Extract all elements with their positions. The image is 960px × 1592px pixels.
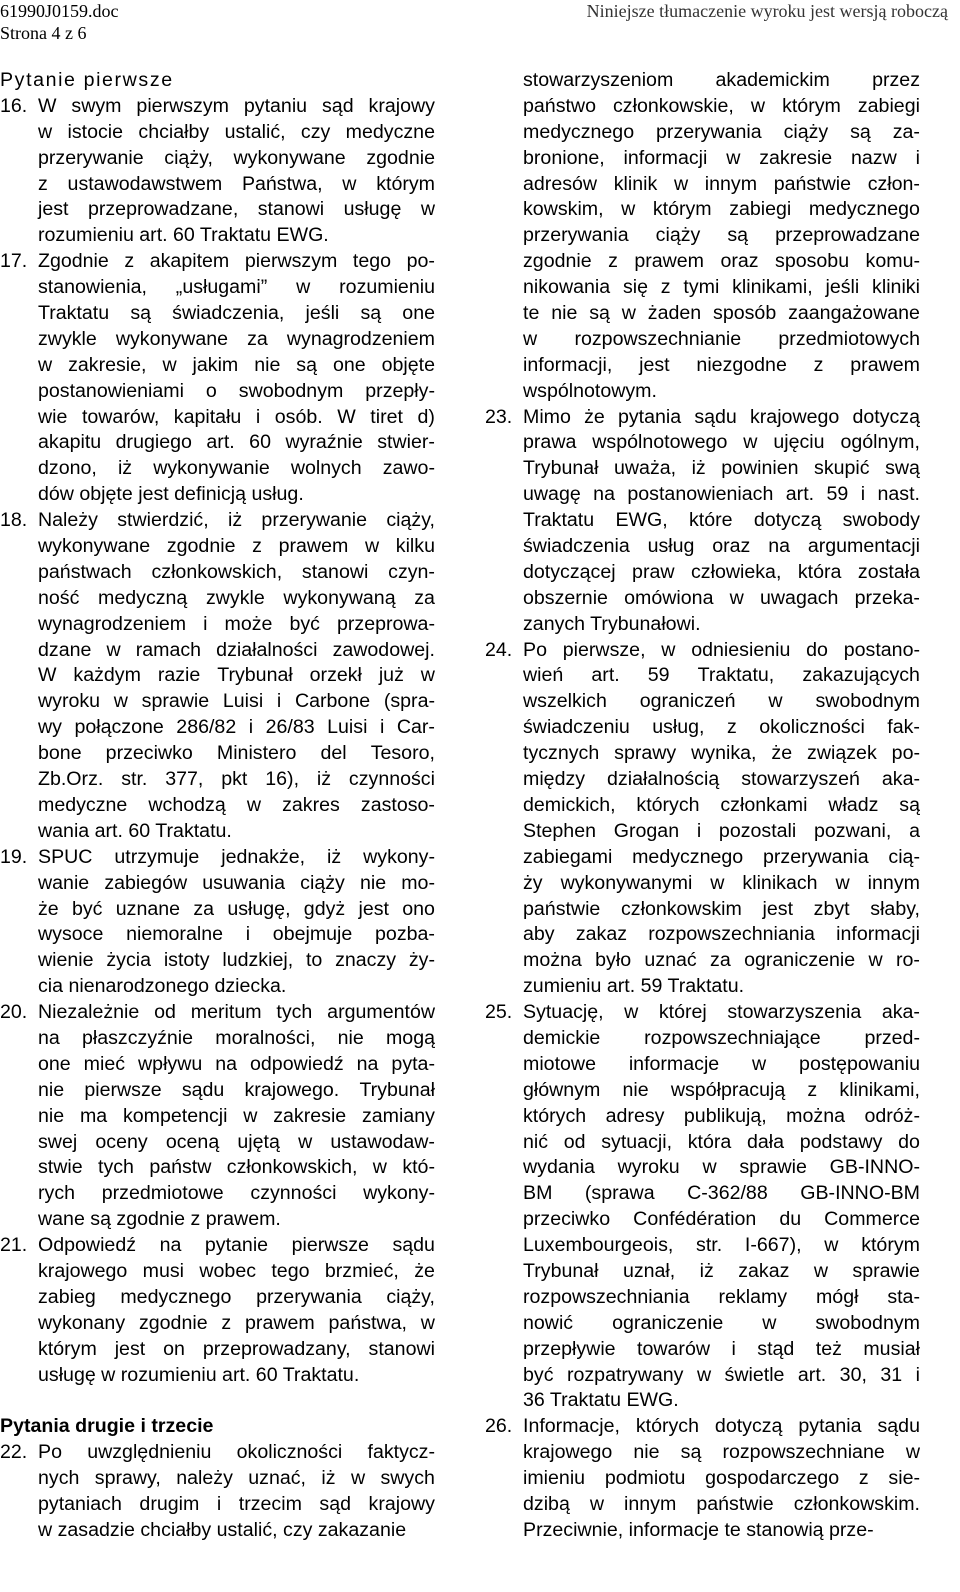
text-line: uwagę na postanowieniach art. 59 i nast.	[523, 483, 920, 506]
text-line: których adresy publikują, można odróż-	[523, 1104, 920, 1127]
text-line: stowarzyszeniom akademickim przez	[523, 69, 920, 91]
text-line: dzibą w innym państwie członkowskim.	[523, 1492, 920, 1515]
numbered-paragraph	[485, 1000, 920, 1414]
left-text-column	[0, 68, 435, 1544]
text-line: Przeciwnie, informacje te stanowią prze-	[523, 1518, 874, 1541]
text-line: Odpowiedź na pytanie pierwsze sądu	[38, 1234, 435, 1257]
text-line: ność medyczną zwykle wykonywaną za	[38, 586, 435, 609]
text-line: głównym nie współpracują z klinikami,	[523, 1078, 920, 1101]
text-line: można było uznać za ograniczenie w ro-	[523, 949, 920, 972]
text-line: Luxembourgeois, str. I-667), w którym	[523, 1234, 920, 1257]
text-line: Traktatu są świadczenia, jeśli są one	[38, 302, 435, 325]
text-line: w zakresie, w jakim nie są one objęte	[38, 353, 435, 376]
text-line: wyroku w sprawie Luisi i Carbone (spra-	[38, 690, 435, 713]
text-line: Informacje, których dotyczą pytania sądu	[523, 1415, 920, 1438]
text-line: wszelkich ograniczeń w swobodnym	[523, 690, 920, 713]
text-line: pytaniach drugim i trzecim sąd krajowy	[38, 1492, 435, 1515]
text-line: wanie zabiegów usuwania ciąży nie mo-	[38, 871, 435, 894]
right-text-column	[485, 68, 920, 1544]
text-line: ży wykonywanymi w klinikach w innym	[523, 871, 920, 894]
text-line: W każdym razie Trybunał orzekł już w	[38, 664, 435, 687]
paragraph-number: 21.	[0, 1234, 28, 1257]
text-line: zumieniu art. 59 Traktatu.	[523, 975, 745, 998]
text-line: stwie tych państw członkowskich, w któ-	[38, 1156, 435, 1179]
text-line: nych sprawy, należy uznać, iż w swych	[38, 1467, 435, 1490]
text-line: Traktatu EWG, które dotyczą swobody	[523, 509, 920, 532]
text-line: Należy stwierdzić, iż przerywanie ciąży,	[38, 509, 435, 532]
text-line: dzono, iż wykonywanie wolnych zawo-	[38, 457, 435, 480]
text-line: miotowe informacje w postępowaniu	[523, 1052, 920, 1075]
numbered-paragraph	[0, 94, 435, 249]
text-line: przerywania ciąży są przeprowadzane	[523, 224, 920, 247]
text-line: rozumieniu art. 60 Traktatu EWG.	[38, 224, 329, 247]
text-line: wane są zgodnie z prawem.	[38, 1208, 281, 1231]
page-indicator: Strona 4 z 6	[0, 23, 87, 43]
text-line: stanowienia, „usługami” w rozumieniu	[38, 276, 435, 299]
text-line: wydania wyroku w sprawie GB-INNO-	[523, 1156, 920, 1179]
text-line: wień art. 59 Traktatu, zakazujących	[523, 664, 920, 687]
text-line: krajowego musi wobec tego brzmieć, że	[38, 1259, 435, 1282]
section-heading	[0, 68, 435, 94]
text-line: SPUC utrzymuje jednakże, iż wykony-	[38, 845, 435, 868]
text-line: nikowania się z tymi klinikami, jeśli kliniki	[523, 276, 920, 299]
text-line: świadczeniu usług, z okoliczności fak-	[523, 716, 920, 739]
text-line: którym jest on przeprowadzany, stanowi	[38, 1337, 435, 1360]
text-line: rych przedmiotowe czynności wykony-	[38, 1182, 435, 1205]
text-line: wynagrodzeniem i może być przeprowa-	[38, 612, 435, 635]
text-line: medyczne wchodzą w zakres zastoso-	[38, 793, 435, 816]
numbered-paragraph	[0, 1000, 435, 1233]
text-line: państwach członkowskich, stanowi czyn-	[38, 560, 435, 583]
text-line: Sytuację, w której stowarzyszenia aka-	[523, 1001, 920, 1024]
paragraph-number: 19.	[0, 845, 28, 868]
text-line: Zb.Orz. str. 377, pkt 16), iż czynności	[38, 768, 435, 791]
text-line: państwie członkowskim jest zbyt słaby,	[523, 897, 920, 920]
text-line: cia nienarodzonego dziecka.	[38, 975, 287, 998]
paragraph-number: 23.	[485, 405, 513, 428]
text-line: krajowego nie są rozpowszechniane w	[523, 1441, 920, 1464]
text-line: bronione, informacji w zakresie nazw i	[523, 146, 920, 169]
paragraph-gap	[0, 1388, 435, 1414]
paragraph-number: 22.	[0, 1441, 28, 1464]
paragraph-number: 18.	[0, 509, 28, 532]
text-line: Stephen Grogan i pozostali pozwani, a	[523, 819, 920, 842]
text-line: między działalnością stowarzyszeń aka-	[523, 768, 920, 791]
text-line: w istocie chciałby ustalić, czy medyczne	[38, 120, 435, 143]
text-line: te nie są w żaden sposób zaangażowane	[523, 302, 920, 325]
text-line: zgodnie z prawem oraz sposobu komu-	[523, 250, 920, 273]
text-line: adresów klinik w innym państwie człon-	[523, 172, 920, 195]
text-line: przeciwko Confédération du Commerce	[523, 1208, 920, 1231]
text-line: postanowieniami o swobodnym przepły-	[38, 379, 435, 402]
text-line: nie ma kompetencji w zakresie zamiany	[38, 1104, 435, 1127]
text-line: w zasadzie chciałby ustalić, czy zakazanie	[38, 1518, 407, 1541]
text-line: zabiegami medycznego przerywania cią-	[523, 845, 920, 868]
text-line: wspólnotowym.	[523, 379, 657, 402]
text-line: aby zakaz rozpowszechniania informacji	[523, 923, 920, 946]
text-line: medycznego przerywania ciąży są za-	[523, 120, 920, 143]
text-line: wienie życia istoty ludzkiej, to znaczy ży-	[38, 949, 435, 972]
text-line: wania art. 60 Traktatu.	[38, 819, 232, 842]
paragraph-number: 26.	[485, 1415, 513, 1438]
numbered-paragraph	[0, 845, 435, 1000]
text-line: jest przeprowadzane, stanowi usługę w	[38, 198, 435, 221]
numbered-paragraph	[0, 1233, 435, 1388]
text-line: obszernie omówiona w uwagach przeka-	[523, 586, 920, 609]
text-line: Mimo że pytania sądu krajowego dotyczą	[523, 405, 920, 428]
text-line: wysoce niemoralne i obejmuje pozba-	[38, 923, 435, 946]
text-line: być rozpatrywany w świetle art. 30, 31 i	[523, 1363, 920, 1386]
text-line: 36 Traktatu EWG.	[523, 1389, 679, 1412]
numbered-paragraph	[0, 249, 435, 508]
numbered-paragraph	[485, 1414, 920, 1543]
text-line: one mieć wpływu na odpowiedź na pyta-	[38, 1052, 435, 1075]
text-line: demickich, których członkami władz są	[523, 793, 920, 816]
text-line: W swym pierwszym pytaniu sąd krajowy	[38, 94, 435, 117]
text-line: swej oceny oceną ujętą w ustawodaw-	[38, 1130, 435, 1153]
text-line: bone przeciwko Ministero del Tesoro,	[38, 742, 435, 765]
text-line: w rozpowszechnianie przedmiotowych	[523, 327, 920, 350]
text-line: Pytania drugie i trzecie	[0, 1415, 214, 1438]
text-line: imieniu podmiotu gospodarczego z sie-	[523, 1467, 920, 1490]
text-line: BM (sprawa C-362/88 GB-INNO-BM	[523, 1182, 920, 1205]
continued-paragraph	[485, 68, 920, 405]
text-line: nie pierwsze sądu krajowego. Trybunał	[38, 1078, 435, 1101]
text-line: świadczenia usług oraz na argumentacji	[523, 535, 920, 558]
text-line: Po uwzględnieniu okoliczności faktycz-	[38, 1441, 435, 1464]
numbered-paragraph	[485, 405, 920, 638]
text-line: zwykle wykonywane za wynagrodzeniem	[38, 327, 435, 350]
text-line: kowskim, w którym zabiegi medycznego	[523, 198, 920, 221]
text-line: usługę w rozumieniu art. 60 Traktatu.	[38, 1363, 360, 1386]
text-line: akapitu drugiego art. 60 wyraźnie stwier-	[38, 431, 435, 454]
text-line: Trybunał uznał, iż zakaz w sprawie	[523, 1259, 920, 1282]
text-line: Niezależnie od meritum tych argumentów	[38, 1001, 435, 1024]
text-line: państwo członkowskie, w którym zabiegi	[523, 94, 920, 117]
paragraph-number: 25.	[485, 1001, 513, 1024]
text-line: Pytanie pierwsze	[0, 69, 174, 91]
text-line: zabieg medycznego przerywania ciąży,	[38, 1285, 435, 1308]
text-line: wie towarów, kapitału i osób. W tiret d)	[38, 405, 435, 428]
text-line: wy połączone 286/82 i 26/83 Luisi i Car-	[38, 716, 435, 739]
text-line: demickie rozpowszechniające przed-	[523, 1026, 920, 1049]
text-line: Trybunał uważa, iż powinien skupić swą	[523, 457, 920, 480]
text-line: prawa wspólnotowego w ujęciu ogólnym,	[523, 431, 920, 454]
text-line: nić od sytuacji, która dała podstawy do	[523, 1130, 920, 1153]
document-file-name: 61990J0159.doc	[0, 1, 119, 21]
numbered-paragraph	[0, 508, 435, 845]
text-line: Zgodnie z akapitem pierwszym tego po-	[38, 250, 435, 273]
text-line: tycznych sprawy wynika, że związek po-	[523, 742, 920, 765]
text-line: przerywanie ciąży, wykonywane zgodnie	[38, 146, 435, 169]
text-line: zanych Trybunałowi.	[523, 612, 701, 635]
text-line: rozpowszechniania reklamy mógł sta-	[523, 1285, 920, 1308]
text-line: wykonywane zgodnie z prawem w kilku	[38, 535, 435, 558]
text-line: informacji, jest niezgodne z prawem	[523, 353, 920, 376]
paragraph-number: 20.	[0, 1001, 28, 1024]
text-line: wykonany zgodnie z prawem państwa, w	[38, 1311, 435, 1334]
section-heading	[0, 1414, 435, 1440]
draft-translation-note: Niniejsze tłumaczenie wyroku jest wersją roboczą	[586, 1, 948, 21]
paragraph-number: 24.	[485, 638, 513, 661]
text-line: dów objęte jest definicją usług.	[38, 483, 304, 506]
paragraph-number: 17.	[0, 250, 28, 273]
paragraph-number: 16.	[0, 94, 28, 117]
text-line: dzane w ramach działalności zawodowej.	[38, 638, 435, 661]
text-line: przepływie towarów i stąd też musiał	[523, 1337, 920, 1360]
numbered-paragraph	[485, 638, 920, 1000]
text-line: Po pierwsze, w odniesieniu do postano-	[523, 638, 920, 661]
text-line: nowić ograniczenie w swobodnym	[523, 1311, 920, 1334]
text-line: dotyczącej praw człowieka, która została	[523, 560, 920, 583]
text-line: na płaszczyźnie moralności, nie mogą	[38, 1026, 435, 1049]
text-line: z ustawodawstwem Państwa, w którym	[38, 172, 435, 195]
numbered-paragraph	[0, 1440, 435, 1544]
text-line: że być uznane za usługę, gdyż jest ono	[38, 897, 435, 920]
